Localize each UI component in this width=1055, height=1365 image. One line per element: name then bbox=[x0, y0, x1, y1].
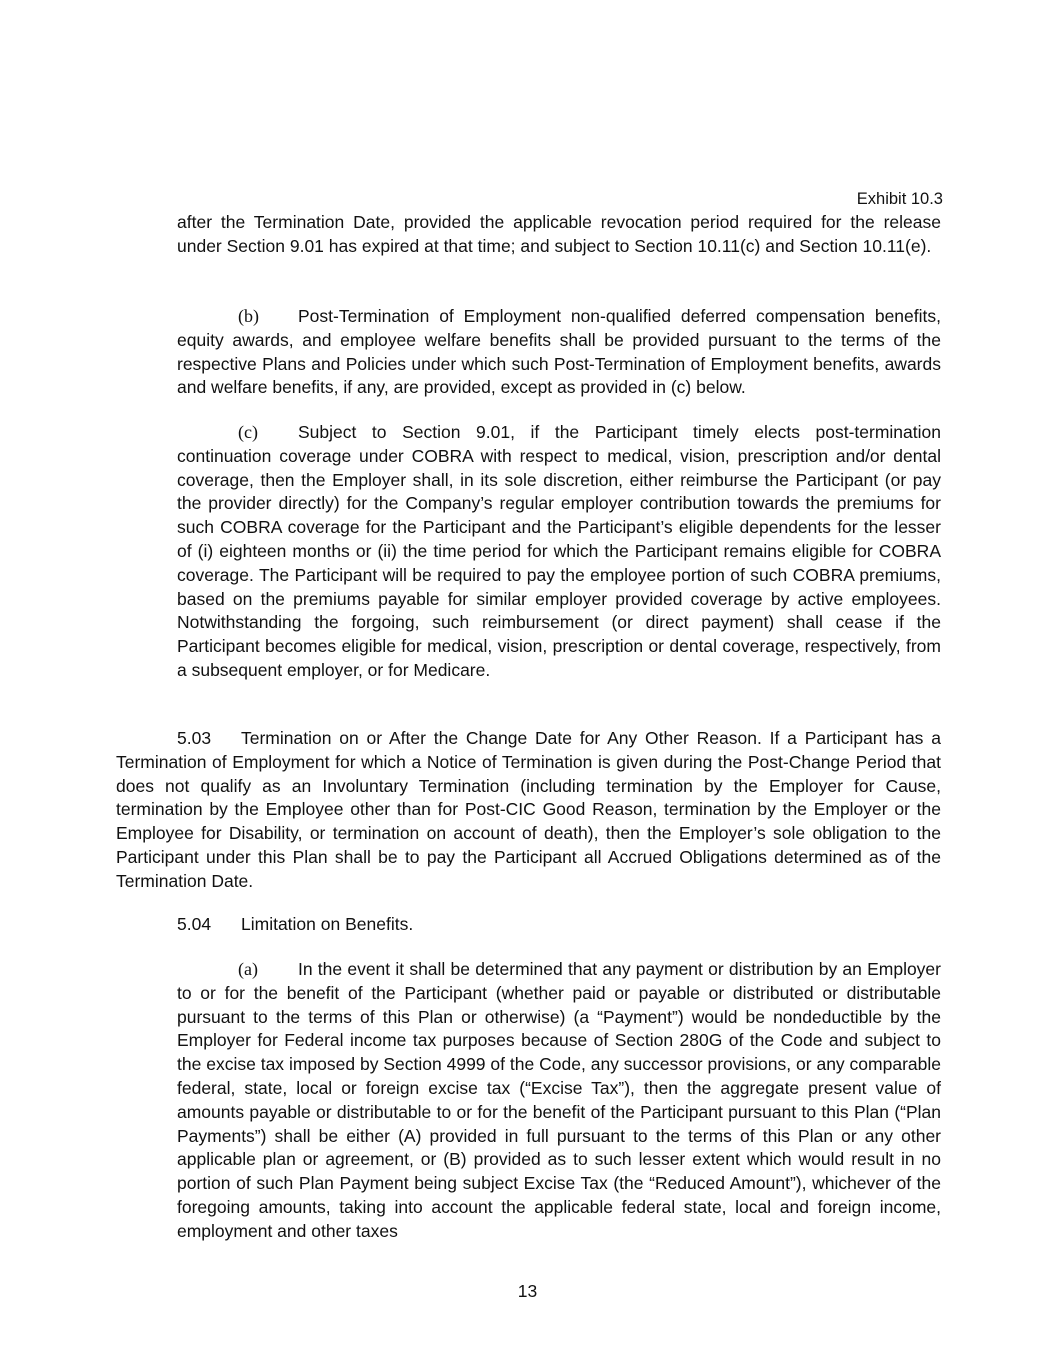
section-5-03 bbox=[116, 727, 941, 894]
continuation-paragraph: after the Termination Date, provided the applicable revocation period required for the release under Section 9.01 has expired at that time; and subject to Section 10.11(c) and Section 10.11(e). bbox=[177, 212, 941, 256]
paragraph-b-text: Post-Termination of Employment non-qualified deferred compensation benefits, equity awards, and employee welfare benefits shall be provided pursuant to the terms of the respective Plans and Policies under which such Post-Termination of Employment benefits, awards and welfare benefits, if any, are provided, except as provided in (c) below. bbox=[177, 306, 941, 398]
section-5-03-text: Termination on or After the Change Date for Any Other Reason. If a Participant has a Termination of Employment for which a Notice of Termination is given during the Post-Change Period that does not qualify as an Involuntary Termination (including termination by the Employer for Cause, termination by the Employee other than for Post-CIC Good Reason, termination by the Employer or the Employee for Disability, or termination on account of death), then the Employer’s sole obligation to the Participant under this Plan shall be to pay the Participant all Accrued Obligations determined as of the Termination Date. bbox=[116, 728, 941, 891]
section-5-04-title: Limitation on Benefits. bbox=[241, 914, 414, 934]
paragraph-b-label: (b) bbox=[238, 306, 259, 326]
page-number: 13 bbox=[517, 1281, 538, 1301]
paragraph-a-text: In the event it shall be determined that any payment or distribution by an Employer to or for the benefit of the Participant (whether paid or payable or distributed or distributable pursuant to the terms of this Plan or otherwise) (a “Payment”) would be nondeductible by the Employer for Federal income tax purposes because of Section 280G of the Code and subject to the excise tax imposed by Section 4999 of the Code, any successor provisions, or any comparable federal, state, local or foreign excise tax (“Excise Tax”), then the aggregate present value of amounts payable or distributable to or for the benefit of the Participant pursuant to this Plan (“Plan Payments”) shall be either (A) provided in full pursuant to the terms of this Plan or any other applicable plan or agreement, or (B) provided as to such lesser extent which would result in no portion of such Plan Payment being subject Excise Tax (the “Reduced Amount”), whichever of the foregoing amounts, taking into account the applicable federal state, local and foreign income, employment and other taxes bbox=[177, 959, 941, 1241]
paragraph-a-label: (a) bbox=[238, 959, 258, 979]
paragraph-c bbox=[177, 421, 941, 683]
paragraph-c-text: Subject to Section 9.01, if the Participant timely elects post-termination continuation coverage under COBRA with respect to medical, vision, prescription and/or dental coverage, then the Employer shall, in its sole discretion, either reimburse the Participant (or pay the provider directly) for the Company’s regular employer contribution towards the premiums for such COBRA coverage for the Participant and the Participant’s eligible dependents for the lesser of (i) eighteen months or (ii) the time period for which the Participant remains eligible for COBRA coverage. The Participant will be required to pay the employee portion of such COBRA premiums, based on the premiums payable for similar employer provided coverage by active employees. Notwithstanding the forgoing, such reimbursement (or direct payment) shall cease if the Participant becomes eligible for medical, vision, prescription or dental coverage, respectively, from a subsequent employer, or for Medicare. bbox=[177, 422, 941, 680]
section-5-03-number: 5.03 bbox=[177, 728, 212, 748]
section-5-04-number: 5.04 bbox=[177, 914, 212, 934]
paragraph-a bbox=[177, 958, 941, 1244]
section-5-04-heading bbox=[177, 913, 413, 937]
paragraph-b bbox=[177, 305, 941, 400]
paragraph-c-label: (c) bbox=[238, 422, 258, 442]
exhibit-label: Exhibit 10.3 bbox=[856, 190, 943, 208]
